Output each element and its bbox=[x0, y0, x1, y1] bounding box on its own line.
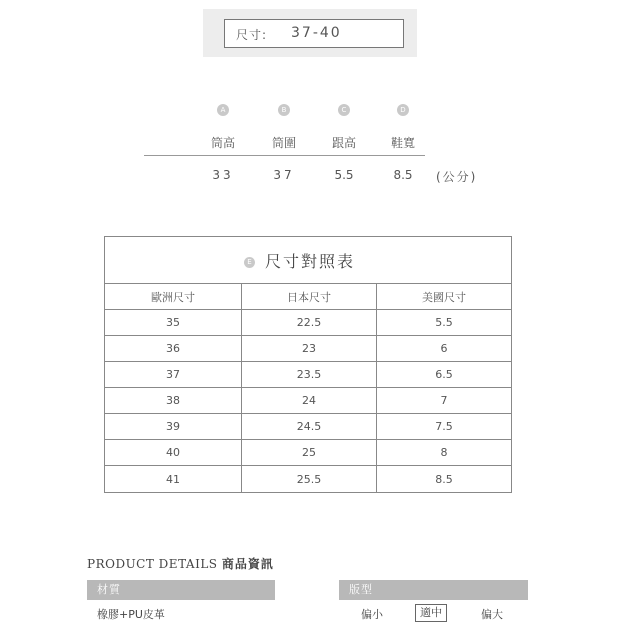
fit-option-large: 偏大 bbox=[481, 608, 503, 621]
measure-divider bbox=[144, 155, 425, 156]
badge-a-icon: A bbox=[217, 104, 229, 116]
cell-eu: 38 bbox=[105, 388, 242, 413]
measure-label-heel-height: 跟高 bbox=[331, 136, 356, 150]
size-chart-header bbox=[105, 237, 511, 284]
cell-jp: 24 bbox=[242, 388, 377, 413]
header-us-size: 美國尺寸 bbox=[422, 290, 466, 304]
size-chart-title: 尺寸對照表 bbox=[265, 252, 356, 271]
measure-value-boot-height: 33 bbox=[212, 168, 234, 182]
cell-jp: 23 bbox=[242, 336, 377, 361]
cell-eu: 35 bbox=[105, 310, 242, 335]
size-box bbox=[224, 19, 404, 48]
cell-jp: 24.5 bbox=[242, 414, 377, 439]
cell-eu: 41 bbox=[105, 466, 242, 492]
table-row bbox=[105, 440, 511, 466]
header-jp-size: 日本尺寸 bbox=[242, 284, 377, 309]
table-row bbox=[105, 388, 511, 414]
material-value: 橡膠+PU皮革 bbox=[97, 608, 165, 621]
badge-e-icon: E bbox=[244, 257, 255, 268]
measure-label-boot-height: 筒高 bbox=[210, 136, 235, 150]
cell-eu: 36 bbox=[105, 336, 242, 361]
table-row bbox=[105, 336, 511, 362]
badge-b-icon: B bbox=[278, 104, 290, 116]
size-chart-table bbox=[104, 236, 512, 493]
cell-us: 6 bbox=[440, 342, 448, 355]
cell-us: 7.5 bbox=[435, 420, 453, 433]
measure-label-boot-circumference: 筒圍 bbox=[271, 136, 296, 150]
cell-us: 8 bbox=[440, 446, 448, 459]
cell-us: 6.5 bbox=[435, 368, 453, 381]
measure-label-shoe-width: 鞋寬 bbox=[390, 136, 415, 150]
cell-eu: 40 bbox=[105, 440, 242, 465]
table-row bbox=[105, 414, 511, 440]
material-label-bar: 材質 bbox=[87, 580, 275, 600]
cell-us: 8.5 bbox=[435, 472, 453, 486]
product-details-title-en: PRODUCT DETAILS bbox=[87, 557, 218, 571]
cell-us: 5.5 bbox=[435, 316, 453, 329]
cell-jp: 23.5 bbox=[242, 362, 377, 387]
cell-jp: 22.5 bbox=[242, 310, 377, 335]
badge-c-icon: C bbox=[338, 104, 350, 116]
product-details-title bbox=[87, 555, 274, 572]
size-value: 37-40 bbox=[291, 25, 342, 41]
measure-value-shoe-width: 8.5 bbox=[393, 168, 413, 182]
badge-d-icon: D bbox=[397, 104, 409, 116]
product-details-title-cn: 商品資訊 bbox=[221, 557, 274, 571]
measure-value-heel-height: 5.5 bbox=[334, 168, 354, 182]
fit-label-bar: 版型 bbox=[339, 580, 528, 600]
cell-eu: 39 bbox=[105, 414, 242, 439]
size-banner bbox=[203, 9, 417, 57]
table-row bbox=[105, 466, 511, 492]
cell-jp: 25 bbox=[242, 440, 377, 465]
table-row bbox=[105, 310, 511, 336]
size-chart-header-row bbox=[105, 284, 511, 310]
table-row bbox=[105, 362, 511, 388]
cell-us: 7 bbox=[440, 394, 448, 407]
cell-eu: 37 bbox=[105, 362, 242, 387]
header-eu-size: 歐洲尺寸 bbox=[105, 284, 242, 309]
measure-unit: (公分) bbox=[436, 170, 478, 184]
fit-option-medium-selected: 適中 bbox=[415, 604, 447, 622]
cell-jp: 25.5 bbox=[242, 466, 377, 492]
measure-value-boot-circumference: 37 bbox=[273, 168, 295, 182]
fit-option-small: 偏小 bbox=[361, 608, 383, 621]
size-chart-grid bbox=[105, 284, 511, 492]
size-label: 尺寸: bbox=[236, 28, 268, 42]
